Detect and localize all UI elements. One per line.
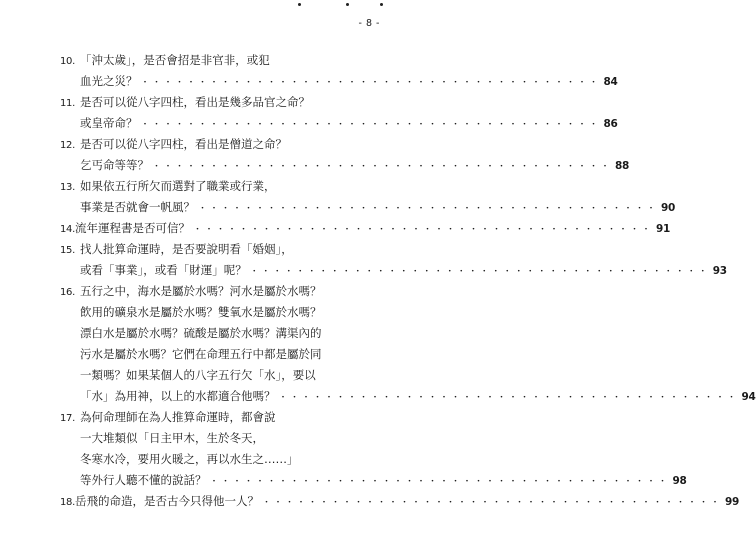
toc-page-number: 90 (661, 202, 676, 214)
toc-entry-text: 血光之災？ (80, 74, 138, 88)
toc-entry-text: 事業是否就會一帆風？ (80, 200, 195, 214)
toc-line (60, 472, 687, 493)
toc-entry-text: 如果依五行所欠而選對了職業或行業， (80, 179, 276, 193)
toc-entry-text: 一大堆類似「日主甲木，生於冬天， (80, 431, 264, 445)
toc-page-number: 84 (603, 76, 618, 88)
toc-entry (60, 493, 740, 514)
toc-line (60, 430, 360, 451)
toc-page-number: 91 (656, 223, 671, 235)
toc-leader-dots: ・・・・・・・・・・・・・・・・・・・・・・・・・・・・・・・・・・・・・・・・ (152, 162, 613, 172)
toc-entry-text: 漂白水是屬於水嗎？硫酸是屬於水嗎？溝渠內的 (80, 326, 322, 340)
toc-leader-dots: ・・・・・・・・・・・・・・・・・・・・・・・・・・・・・・・・・・・・・・・・ (193, 225, 654, 235)
toc-line (60, 199, 676, 220)
toc-page-number: 99 (725, 496, 740, 508)
toc-entry (60, 94, 618, 136)
toc-entry-text: 等外行人聽不懂的說話？ (80, 473, 207, 487)
toc-entry-text: 乞丐命等等？ (80, 158, 149, 172)
toc-leader-dots: ・・・・・・・・・・・・・・・・・・・・・・・・・・・・・・・・・・・・・・・・ (140, 120, 601, 130)
toc-entry (60, 52, 618, 94)
toc-line (60, 241, 360, 262)
toc-entry (60, 136, 630, 178)
toc-line (60, 283, 360, 304)
toc-entry-text: 岳飛的命造，是否古今只得他一人？ (75, 494, 260, 508)
page-number: - 8 - (358, 18, 380, 29)
table-of-contents (60, 52, 756, 514)
toc-leader-dots: ・・・・・・・・・・・・・・・・・・・・・・・・・・・・・・・・・・・・・・・・ (140, 78, 601, 88)
toc-entry-number: 12. (60, 140, 76, 151)
toc-line (60, 346, 360, 367)
toc-page-number: 88 (615, 160, 630, 172)
toc-entry (60, 283, 756, 409)
toc-entry-number: 13. (60, 182, 76, 193)
toc-entry-number: 15. (60, 245, 76, 256)
toc-page-number: 93 (712, 265, 727, 277)
toc-entry-number: 16. (60, 287, 76, 298)
toc-leader-dots: ・・・・・・・・・・・・・・・・・・・・・・・・・・・・・・・・・・・・・・・・ (278, 393, 739, 403)
toc-entry (60, 220, 671, 241)
toc-line (60, 52, 360, 73)
toc-entry-text: 或看「事業」，或看「財運」呢？ (80, 263, 247, 277)
toc-entry-text: 「水」為用神，以上的水都適合他嗎？ (80, 389, 276, 403)
toc-entry-text: 是否可以從八字四柱，看出是幾多品官之命？ (80, 95, 310, 109)
toc-line (60, 304, 360, 325)
toc-entry-text: 或皇帝命？ (80, 116, 138, 130)
toc-line (60, 115, 618, 136)
toc-entry-number: 10. (60, 56, 76, 67)
toc-entry (60, 178, 676, 220)
toc-entry-text: 冬寒水冷，要用火暖之，再以水生之……」 (80, 452, 299, 466)
toc-line (60, 73, 618, 94)
toc-leader-dots: ・・・・・・・・・・・・・・・・・・・・・・・・・・・・・・・・・・・・・・・・ (198, 204, 659, 214)
toc-entry-text: 「沖太歲」，是否會招是非官非，或犯 (80, 53, 270, 67)
toc-page-number: 86 (603, 118, 618, 130)
toc-line (60, 94, 360, 115)
toc-line (60, 325, 360, 346)
toc-entry-text: 為何命理師在為人推算命運時，都會說 (80, 410, 276, 424)
toc-line (60, 262, 727, 283)
toc-entry-text: 流年運程書是否可信？ (75, 221, 191, 235)
toc-entry-text: 一類嗎？如果某個人的八字五行欠「水」，要以 (80, 368, 316, 382)
toc-entry-number: 11. (60, 98, 76, 109)
toc-leader-dots: ・・・・・・・・・・・・・・・・・・・・・・・・・・・・・・・・・・・・・・・・ (249, 267, 710, 277)
toc-entry-number: 18. (60, 497, 76, 508)
top-edge-dots (296, 0, 386, 8)
toc-entry (60, 409, 687, 493)
toc-line (60, 493, 740, 514)
toc-leader-dots: ・・・・・・・・・・・・・・・・・・・・・・・・・・・・・・・・・・・・・・・・ (209, 477, 670, 487)
toc-line (60, 136, 360, 157)
toc-line (60, 157, 630, 178)
toc-entry-text: 飲用的礦泉水是屬於水嗎？雙氧水是屬於水嗎？ (80, 305, 322, 319)
toc-leader-dots: ・・・・・・・・・・・・・・・・・・・・・・・・・・・・・・・・・・・・・・・・ (262, 498, 723, 508)
toc-page-number: 94 (741, 391, 756, 403)
toc-line (60, 451, 360, 472)
toc-line (60, 409, 360, 430)
toc-line (60, 388, 756, 409)
toc-entry-text: 找人批算命運時，是否要說明看「婚姻」， (80, 242, 293, 256)
toc-line (60, 178, 360, 199)
toc-entry-number: 14. (60, 224, 76, 235)
toc-entry-text: 是否可以從八字四柱，看出是僧道之命？ (80, 137, 287, 151)
toc-page-number: 98 (672, 475, 687, 487)
toc-entry (60, 241, 727, 283)
toc-line (60, 220, 671, 241)
toc-entry-text: 五行之中，海水是屬於水嗎？河水是屬於水嗎？ (80, 284, 322, 298)
toc-line (60, 367, 360, 388)
toc-entry-number: 17. (60, 413, 76, 424)
toc-entry-text: 污水是屬於水嗎？它們在命理五行中都是屬於同 (80, 347, 322, 361)
